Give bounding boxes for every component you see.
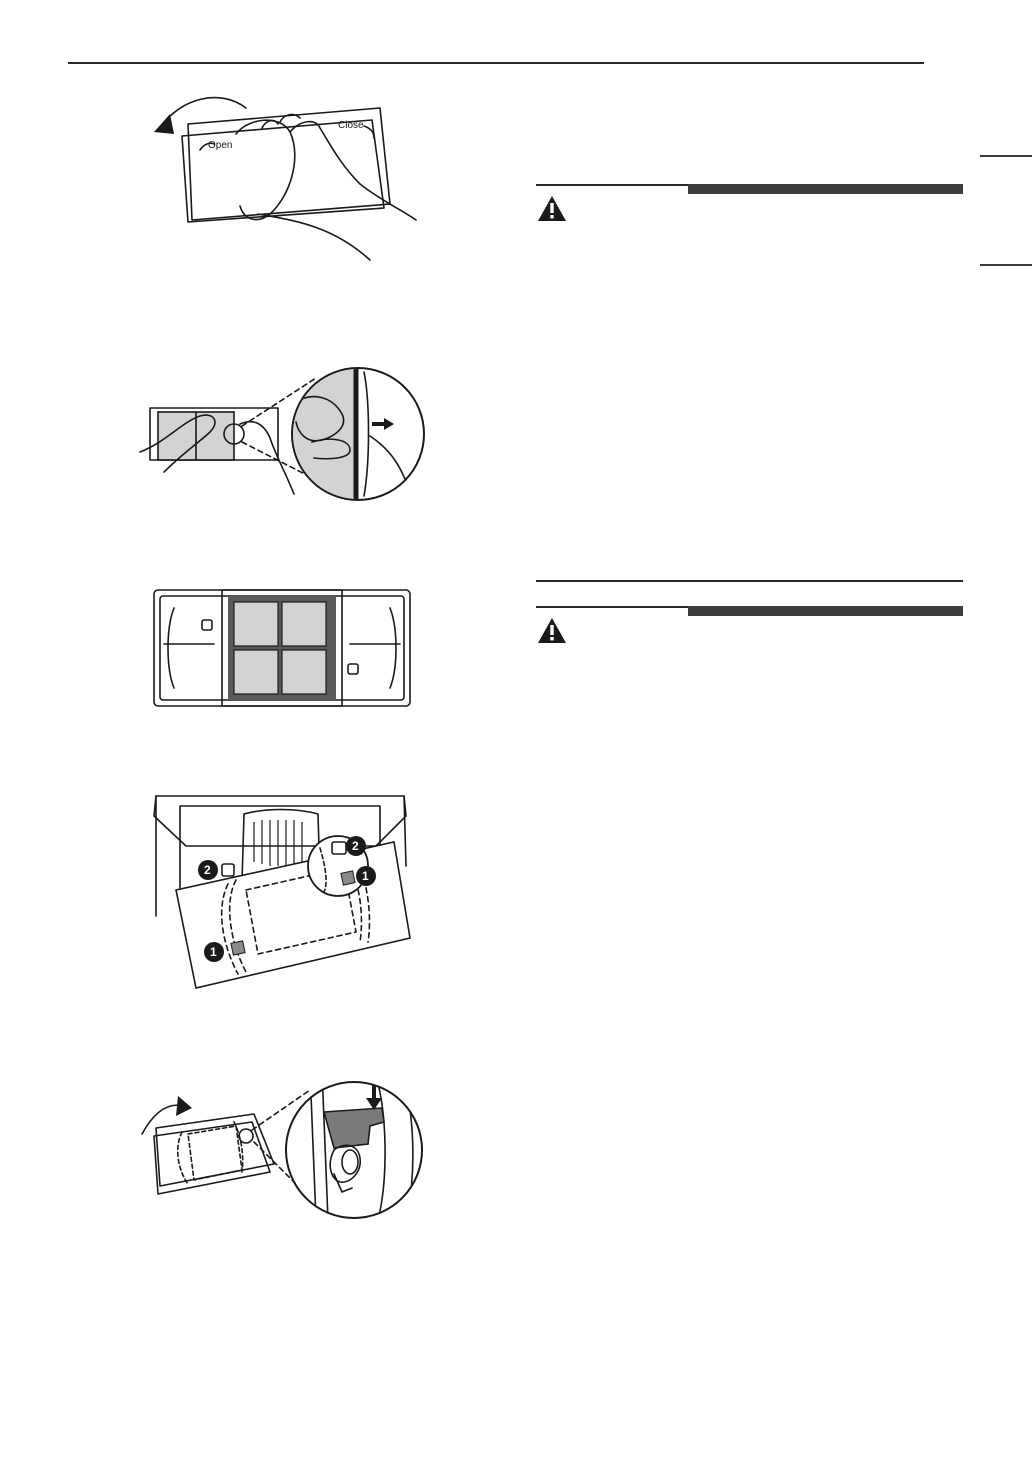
figure-filter-frame [152, 588, 412, 710]
open-label: Open [208, 140, 233, 151]
warning-header-bar [688, 184, 963, 194]
warning-header-bar-2 [688, 606, 963, 616]
warning-triangle-icon [536, 194, 568, 224]
warning-header-line [536, 184, 688, 186]
figure-remove-filter [136, 362, 428, 504]
section-divider [536, 580, 963, 582]
warning-header-line-2 [536, 606, 688, 608]
side-tab-rule-bottom [980, 264, 1032, 266]
figure-install-filter [150, 792, 412, 992]
warning-triangle-icon [536, 616, 568, 646]
figure-rotate-cover [140, 84, 430, 264]
side-tab-rule-top [980, 155, 1032, 157]
figure-close-cover [138, 1070, 428, 1220]
badge-two-zoom: 2 [352, 839, 359, 853]
close-label: Close [338, 120, 364, 131]
badge-one-zoom: 1 [362, 869, 369, 883]
badge-one-left: 1 [210, 945, 217, 959]
top-rule [68, 62, 924, 64]
badge-two-left: 2 [204, 863, 211, 877]
